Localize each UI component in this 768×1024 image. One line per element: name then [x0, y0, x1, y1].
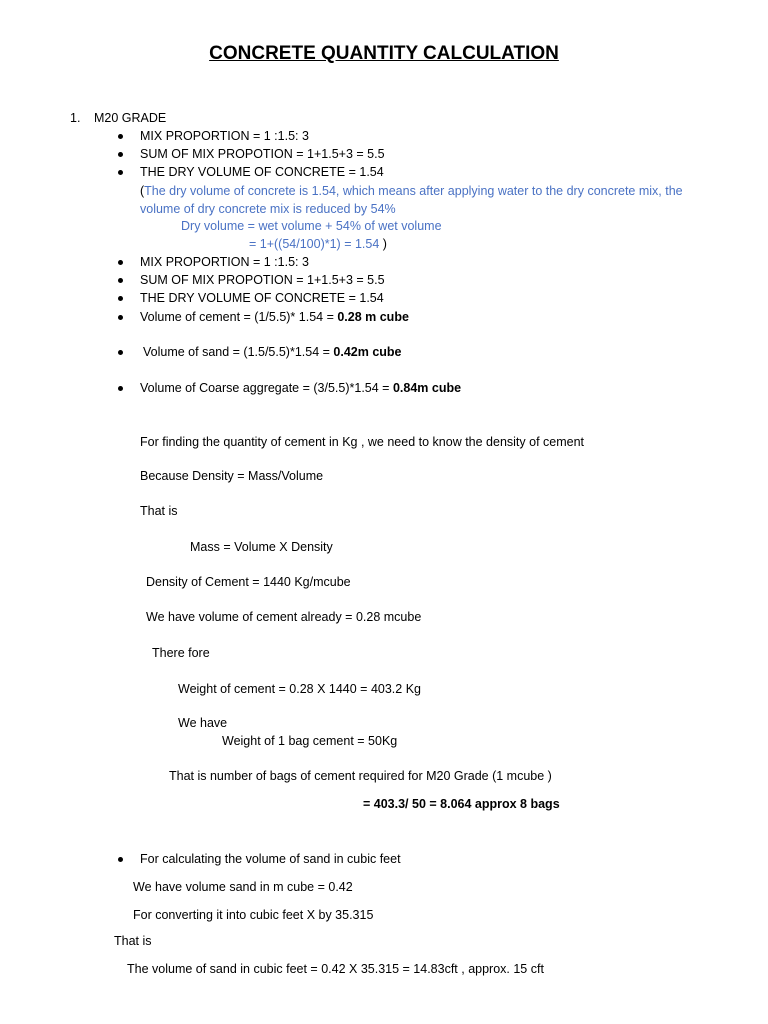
sand-volume-formula: Volume of sand = (1.5/5.5)*1.54 =: [143, 345, 334, 359]
bag-weight: Weight of 1 bag cement = 50Kg: [222, 734, 398, 748]
section-number: 1.: [70, 111, 81, 125]
cement-volume-result: 0.28 m cube: [337, 310, 409, 324]
cement-volume: [140, 309, 409, 325]
cement-weight: Weight of cement = 0.28 X 1440 = 403.2 Kg: [178, 682, 421, 696]
page-title: CONCRETE QUANTITY CALCULATION: [209, 43, 559, 64]
that-is-label: That is: [140, 504, 178, 518]
note-open-paren: (: [140, 184, 145, 198]
sand-volume: [143, 344, 402, 360]
dry-volume-note-line1: [140, 183, 683, 199]
there-fore-label: There fore: [152, 646, 210, 660]
section-heading: M20 GRADE: [94, 111, 167, 125]
density-intro: For finding the quantity of cement in Kg , we need to know the density of cement: [140, 435, 585, 449]
aggregate-volume-formula: Volume of Coarse aggregate = (3/5.5)*1.54 =: [140, 381, 393, 395]
bullet-marker: [118, 296, 123, 301]
dry-volume-1: THE DRY VOLUME OF CONCRETE = 1.54: [140, 165, 384, 179]
aggregate-volume: [140, 380, 461, 396]
bags-result: = 403.3/ 50 = 8.064 approx 8 bags: [363, 797, 560, 811]
sum-mix-proportion-1: SUM OF MIX PROPOTION = 1+1.5+3 = 5.5: [140, 147, 385, 161]
sand-that-is-label: That is: [114, 934, 152, 948]
note-line1-text: The dry volume of concrete is 1.54, which means after applying water to the dry concrete mix, the: [144, 184, 683, 198]
sand-convert-note: For converting it into cubic feet X by 35.315: [133, 908, 374, 922]
bullet-marker: [118, 152, 123, 157]
dry-volume-2: THE DRY VOLUME OF CONCRETE = 1.54: [140, 291, 384, 305]
bullet-marker: [118, 134, 123, 139]
bullet-marker: [118, 278, 123, 283]
sum-mix-proportion-2: SUM OF MIX PROPOTION = 1+1.5+3 = 5.5: [140, 273, 385, 287]
cement-density: Density of Cement = 1440 Kg/mcube: [146, 575, 351, 589]
sand-cft-result: The volume of sand in cubic feet = 0.42 X 35.315 = 14.83cft , approx. 15 cft: [127, 962, 544, 976]
sand-cft-heading: For calculating the volume of sand in cubic feet: [140, 852, 401, 866]
dry-volume-formula-2: [249, 236, 387, 252]
mix-proportion-1: MIX PROPORTION = 1 :1.5: 3: [140, 129, 309, 143]
dry-volume-formula-1: Dry volume = wet volume + 54% of wet volume: [181, 219, 442, 233]
sand-volume-result: 0.42m cube: [333, 345, 402, 359]
bullet-marker: [118, 315, 123, 320]
formula-2-text: = 1+((54/100)*1) = 1.54: [249, 237, 380, 251]
mix-proportion-2: MIX PROPORTION = 1 :1.5: 3: [140, 255, 309, 269]
bullet-marker: [118, 260, 123, 265]
bullet-marker: [118, 386, 123, 391]
note-close-paren: ): [379, 237, 387, 251]
we-have-label: We have: [178, 716, 228, 730]
sand-volume-known: We have volume sand in m cube = 0.42: [133, 880, 353, 894]
mass-formula: Mass = Volume X Density: [190, 540, 333, 554]
bullet-marker: [118, 350, 123, 355]
cement-volume-formula: Volume of cement = (1/5.5)* 1.54 =: [140, 310, 338, 324]
cement-volume-known: We have volume of cement already = 0.28 mcube: [146, 610, 422, 624]
bullet-marker: [118, 857, 123, 862]
density-formula: Because Density = Mass/Volume: [140, 469, 324, 483]
bags-intro: That is number of bags of cement required for M20 Grade (1 mcube ): [169, 769, 552, 783]
bullet-marker: [118, 170, 123, 175]
dry-volume-note-line2: volume of dry concrete mix is reduced by 54%: [140, 202, 396, 216]
aggregate-volume-result: 0.84m cube: [392, 381, 462, 395]
